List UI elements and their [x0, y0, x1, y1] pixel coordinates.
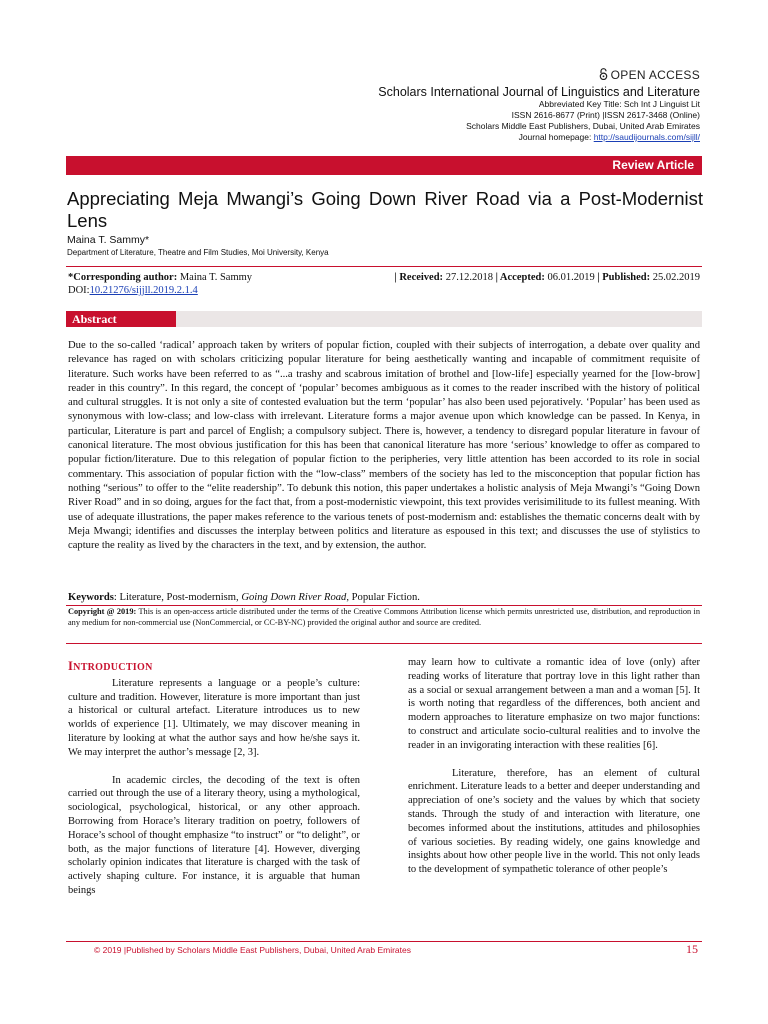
- author-name: Maina T. Sammy*: [67, 234, 150, 246]
- keywords: Keywords: Literature, Post-modernism, Going Down River Road, Popular Fiction.: [68, 592, 420, 603]
- section-heading-introduction: INTRODUCTION: [68, 659, 153, 673]
- doi-link[interactable]: 10.21276/sijjll.2019.2.1.4: [89, 285, 198, 296]
- abstract-heading: Abstract: [66, 311, 176, 327]
- paragraph: may learn how to cultivate a romantic idea of love (only) after reading works of literature that portray love in this light rather than as a social or sexual arrangement between a man and a woman [5]. It is worth noting that regardless of the differences, both ancient and modern approaches to literature emphasize on two major functions: to construct and articulate socio-cultural realities and to involve the reader in an invigorating interaction with these realities [6].: [408, 657, 700, 751]
- issn: ISSN 2616-8677 (Print) |ISSN 2617-3468 (Online): [511, 110, 700, 120]
- abbreviated-title: Abbreviated Key Title: Sch Int J Linguist Lit: [538, 99, 700, 109]
- journal-name: Scholars International Journal of Linguistics and Literature: [378, 85, 700, 99]
- doi: DOI:10.21276/sijjll.2019.2.1.4: [68, 285, 198, 296]
- body-column-left: [68, 660, 360, 898]
- article-info: [68, 271, 700, 297]
- open-access-label: OPEN ACCESS: [200, 68, 700, 82]
- publisher: Scholars Middle East Publishers, Dubai, United Arab Emirates: [466, 121, 700, 131]
- corresponding-author: *Corresponding author: Maina T. Sammy: [68, 272, 253, 283]
- divider: [66, 266, 702, 267]
- article-type-label: Review Article: [612, 158, 694, 172]
- journal-homepage: Journal homepage: http://saudijournals.com/sijll/: [518, 132, 700, 142]
- page-number: 15: [686, 942, 698, 956]
- article-dates: | Received: 27.12.2018 | Accepted: 06.01.2019 | Published: 25.02.2019: [394, 272, 700, 283]
- article-title: Appreciating Meja Mwangi’s Going Down River Road via a Post-Modernist Lens: [67, 188, 703, 231]
- footer-divider: [66, 941, 702, 942]
- footer-publisher: © 2019 |Published by Scholars Middle East Publishers, Dubai, United Arab Emirates: [94, 945, 411, 955]
- body-column-right: [408, 656, 700, 877]
- journal-header: [200, 68, 700, 143]
- divider: [66, 605, 702, 606]
- paragraph: In academic circles, the decoding of the text is often carried out through the use of a literary theory, using a mythological, sociological, psychological, historical, or any other approach. Borrowing from Horace’s literary tradition on poetry, followers of Horace’s school of thought emphasize “to instruct” or “to delight”, or both, as the major functions of literature [4]. However, diverging scholarly opinion indicates that literature is charged with the task of actively shaping culture. For instance, it is arguable that human beings: [68, 774, 360, 896]
- open-lock-icon: [599, 68, 608, 80]
- homepage-link[interactable]: http://saudijournals.com/sijll/: [593, 132, 700, 142]
- author-affiliation: Department of Literature, Theatre and Film Studies, Moi University, Kenya: [67, 248, 329, 257]
- paragraph: Literature, therefore, has an element of cultural enrichment. Literature leads to a better and deeper understanding and appreciation of one’s society and the values by which that society stands. Through the study of and interaction with literature, one becomes informed about the institutions, attitudes and philosophies of various societies. By reading widely, one gains knowledge and insights about how other people live in the world. This not only leads to the development of sympathetic tolerance of other people’s: [408, 767, 700, 876]
- divider: [66, 643, 702, 644]
- copyright-notice: Copyright @ 2019: This is an open-access article distributed under the terms of the Creative Commons Attribution license which permits unrestricted use, distribution, and reproduction in any medium for non-commercial use (NonCommercial, or CC-BY-NC) provided the original author and source are credited.: [68, 607, 700, 627]
- paragraph: Literature represents a language or a people’s culture: culture and tradition. However, literature is more important than just a historical or cultural artefact. Literature introduces us to new worlds of experience [1]. Ultimately, we may discover meaning in literature by looking at what the author says and how he/she says it. We may interpret the author’s message [2, 3].: [68, 677, 360, 758]
- abstract-text: Due to the so-called ‘radical’ approach taken by writers of popular fiction, coupled with their subjects of interrogation, a debate over quality and relevance has raged on with scholars criticizing popular literature for being aesthetically wanting and incapable of commitment requisite of literature. Such works have been referred to as “...a trashy and scabrous imitation of brothel and [low-life] especially yearned for the [low-brow] reader in this country”. In this regard, the concept of ‘popular’ becomes ambiguous as it comes to the reader inscribed with the history of political and cultural struggles. It is not only a site of contested evaluation but the term ‘popular’ has also been used pejoratively. ‘Popular’ has been used as synonymous with low-class; and low-class with irrelevant. Literature forms a major avenue upon which knowledge can be passed. In Kenya, in particular, Literature is part and parcel of English; a compulsory subject. There is, however, a tendency to disregard popular literature in favour of canonical literature. The most obvious justification for this has been that canonical literature has more ‘serious’ knowledge to offer as compared to popular fiction/literature. Due to this relegation of popular fiction to the peripheries, very little attention has been accorded to its role in social commentary. This association of popular fiction with the “low-class” members of the society has led to the misconception that popular fiction has nothing “serious” to offer to the “elite readership”. To debunk this notion, this paper undertakes a holistic analysis of Meja Mwangi’s “Going Down River Road” and in so doing, argues for the fact that, from a post-modernistic viewpoint, this text provides verisimilitude to its fullest meaning. With use of adequate illustrations, the paper makes reference to the various tenets of post-modernism and: establishes the thematic concerns dealt with by Meja Mwangi; identifies and discusses the interplay between politics and literature as espoused in this text; and discusses the use of stylistics to capture the reality as lived by the characters in the text, and by extension, the author.: [68, 340, 700, 552]
- article-type-bar: [66, 156, 702, 175]
